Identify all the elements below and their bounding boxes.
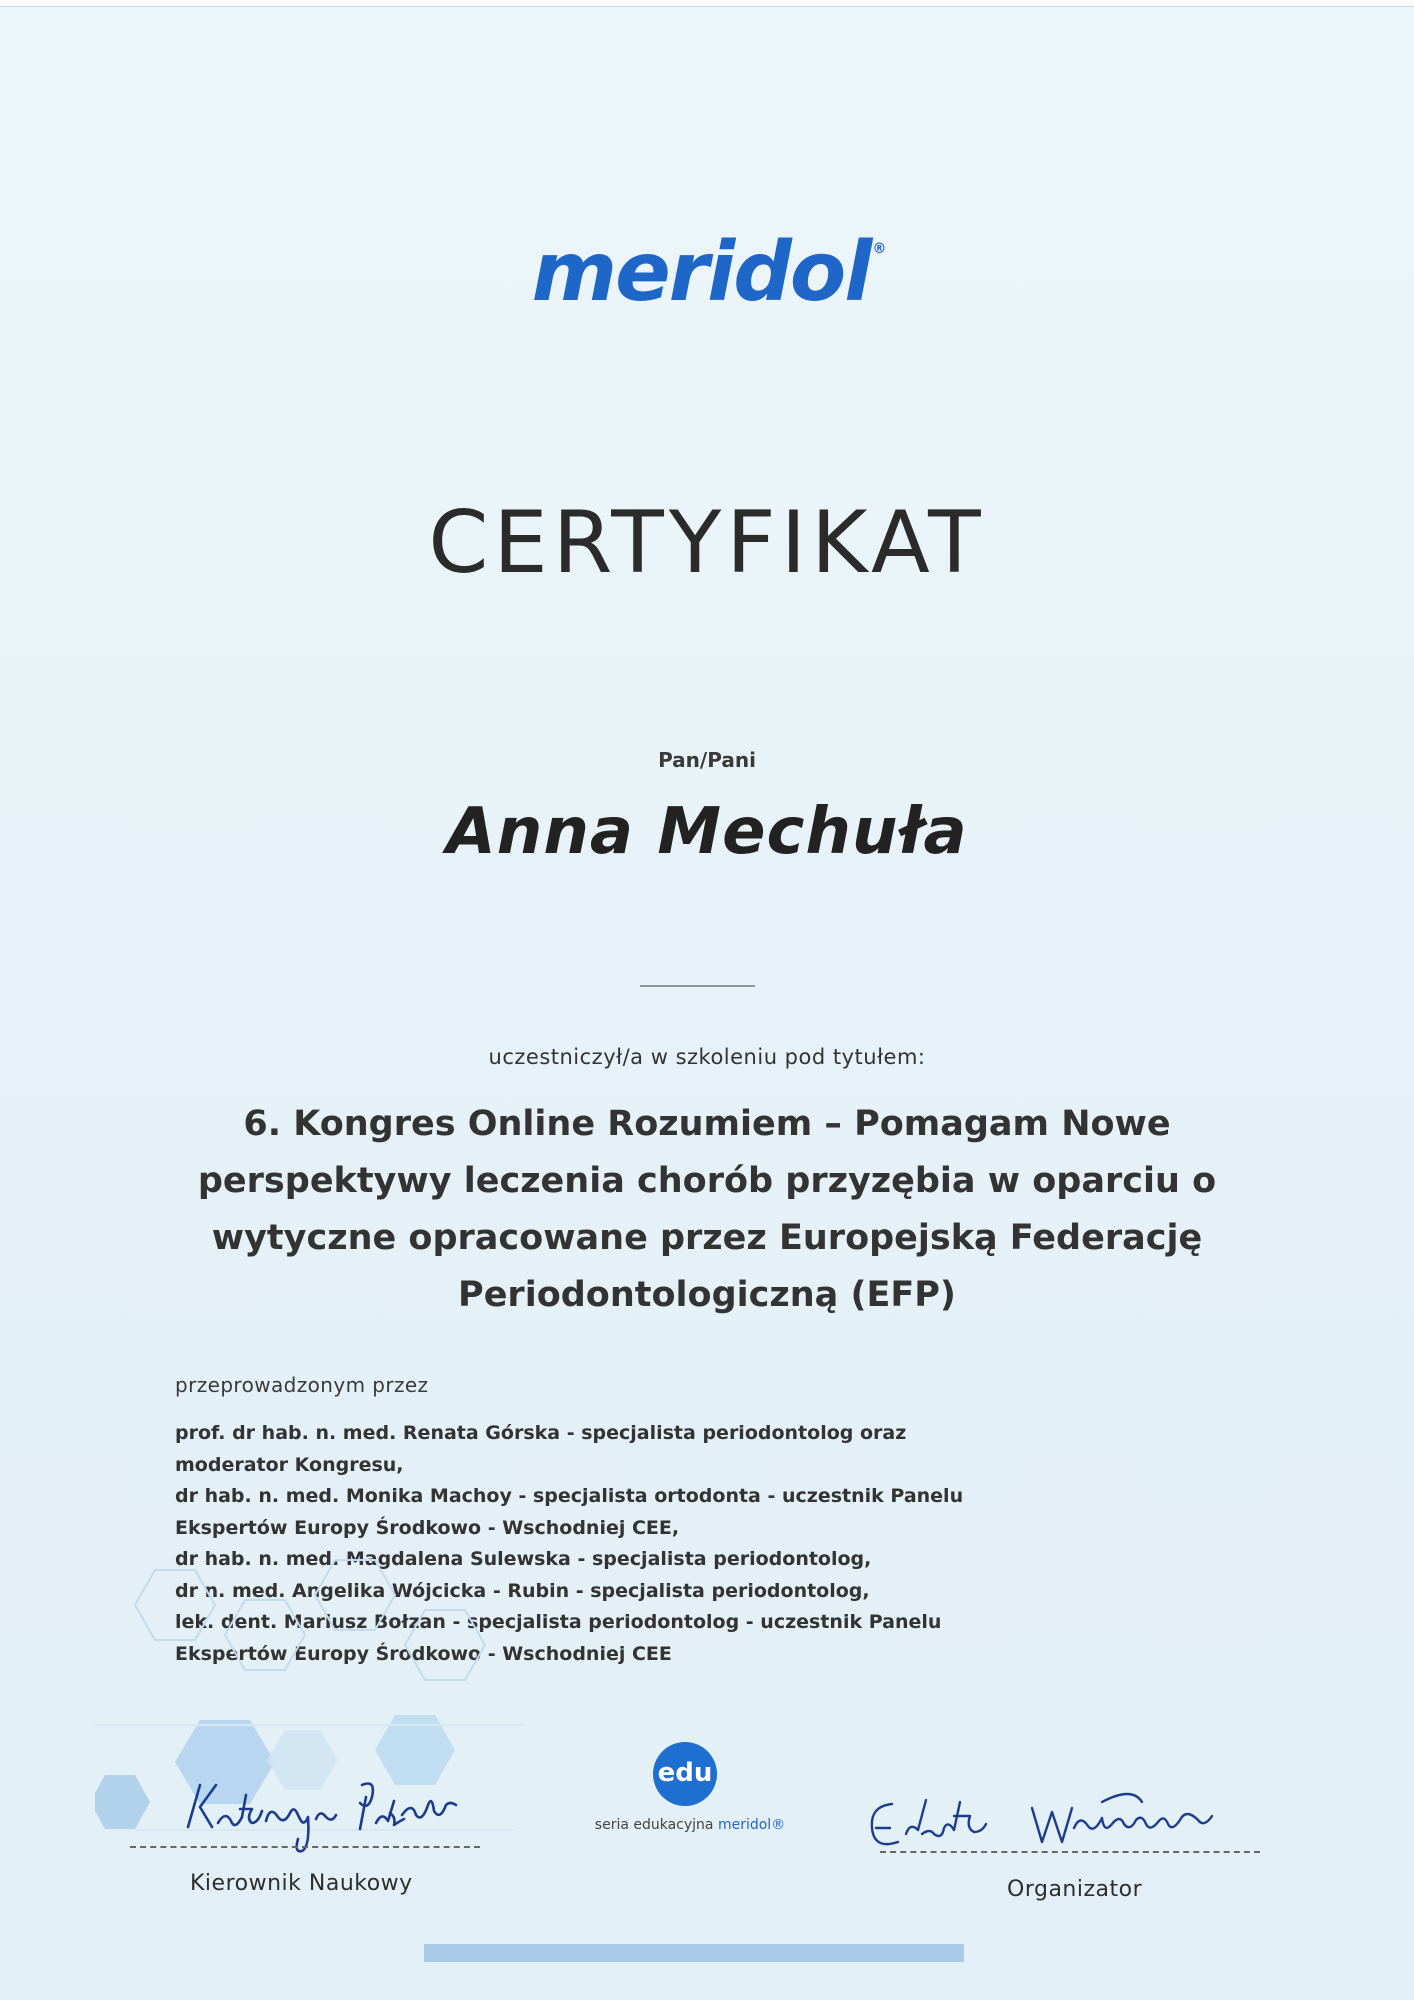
speaker-line: Ekspertów Europy Środkowo - Wschodniej CEE, (175, 1516, 680, 1539)
signature-organizer (862, 1782, 1272, 1867)
speaker-line: moderator Kongresu, (175, 1453, 404, 1476)
course-title (120, 1096, 1294, 1324)
certificate-title: CERTYFIKAT (428, 493, 986, 593)
course-title-line: Periodontologiczną (EFP) (458, 1275, 956, 1315)
conducted-by-label: przeprowadzonym przez (175, 1373, 429, 1397)
organizer-label: Organizator (1007, 1877, 1143, 1902)
speaker-line: dr n. med. Angelika Wójcicka - Rubin - specjalista periodontolog, (175, 1579, 870, 1602)
participation-statement: uczestniczył/a w szkoleniu pod tytułem: (488, 1045, 926, 1069)
course-title-line: wytyczne opracowane przez Europejską Federację (211, 1218, 1203, 1258)
signature-line-left (130, 1846, 480, 1848)
series-caption: seria edukacyjna meridol® (594, 1817, 786, 1833)
course-title-line: 6. Kongres Online Rozumiem – Pomagam Nowe (243, 1104, 1171, 1144)
speaker-line: prof. dr hab. n. med. Renata Górska - specjalista periodontolog oraz (175, 1422, 907, 1444)
speaker-line: dr hab. n. med. Monika Machoy - specjalista ortodonta - uczestnik Panelu (175, 1485, 964, 1507)
meridol-logo: meridol ® (531, 225, 885, 320)
footer-bar (424, 1944, 964, 1962)
edu-badge: edu (653, 1742, 717, 1806)
paper-top-edge (0, 0, 1414, 7)
speaker-line: dr hab. n. med. Magdalena Sulewska - specjalista periodontolog, (175, 1548, 872, 1570)
salutation: Pan/Pani (658, 748, 756, 772)
course-title-line: perspektywy leczenia chorób przyzębia w oparciu o (197, 1161, 1217, 1201)
divider-line (640, 985, 755, 987)
speaker-line: Ekspertów Europy Środkowo - Wschodniej CEE (175, 1642, 672, 1665)
signature-line-right (880, 1851, 1260, 1853)
recipient-name: Anna Mechuła (446, 795, 968, 869)
speaker-line: lek. dent. Mariusz Bołzan - specjalista periodontolog - uczestnik Panelu (175, 1611, 942, 1633)
scientific-director-label: Kierownik Naukowy (190, 1871, 413, 1896)
